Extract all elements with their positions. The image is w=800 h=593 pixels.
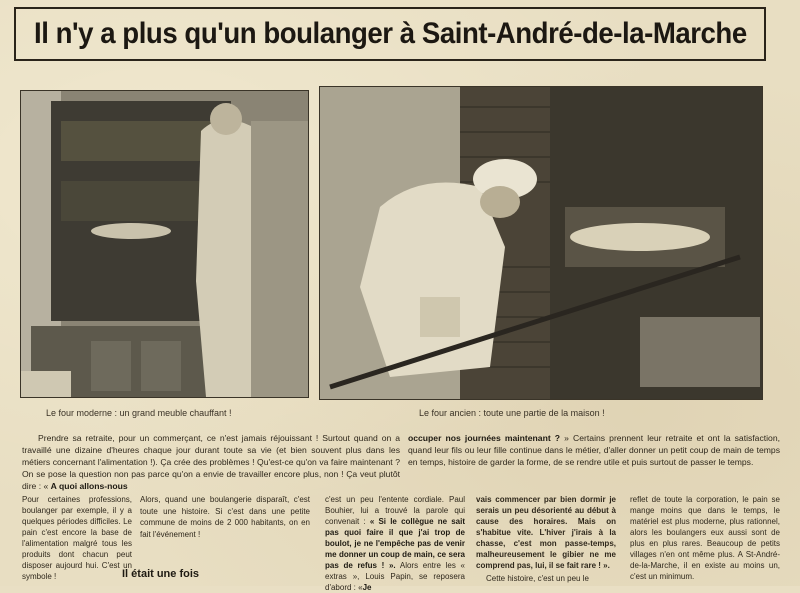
column-3 <box>325 494 465 593</box>
col3-text-a: c'est un peu l'entente cordiale. Paul Bouhier, lui a trouvé la parole qui convenait : <box>325 495 465 526</box>
col3-bold: « Si le collègue ne sait pas quoi faire il que j'ai trop de boulot, je ne l'empêche pas de venir me donner un coup de main, ce sera pas de refus ! ». <box>325 517 465 570</box>
intro-cont-bold: occuper nos journées maintenant ? <box>408 433 561 443</box>
headline: Il n'y a plus qu'un boulanger à Saint-André-de-la-Marche <box>33 17 747 50</box>
intro-continuation <box>408 432 780 468</box>
photo-old-oven <box>319 86 763 400</box>
caption-modern-oven: Le four moderne : un grand meuble chauffant ! <box>46 408 232 418</box>
photo-modern-oven <box>20 90 309 398</box>
intro-text: Prendre sa retraite, pour un commerçant, ce n'est jamais réjouissant ! Surtout quand on a travaillé une dizaine d'heures chaque jour durant toute sa vie (et bien souvent plus dans les métiers concernant l'alimentation !). Ça crée des problèmes ! Qu'est-ce qu'on va faire maintenant ? On se pose la question non pas parce qu'on a envie de travailler encore plus, non ! Ça veut plutôt dire : « <box>22 433 400 491</box>
subheading: Il était une fois <box>122 568 200 580</box>
column-1: Pour certaines professions, boulanger par exemple, il y a quelques périodes difficiles. Le pain c'est encore la base de l'alimentation malgré tous les produits dont chacun peut disposer aujourd hui. C'est un symbole ! <box>22 495 132 581</box>
column-4 <box>476 494 616 584</box>
intro-cont-text: » Certains prennent leur retraite et ont la satisfaction, quand leur fils ou leur fille continue dans le métier, d'aller donner un petit coup de main de temps en temps, histoire de garder la forme, de se rendre utile et puis surtout de passer le temps. <box>408 433 781 467</box>
caption-old-oven: Le four ancien : toute une partie de la maison ! <box>419 408 605 418</box>
intro-bold: A quoi allons-nous <box>50 481 128 491</box>
column-5: reflet de toute la corporation, le pain se mange moins que dans le temps, le matériel est plus moderne, plus rationnel, alors les boulangers eux aussi sont de plus en plus rares. Beaucoup de petits villages n'en ont même plus. A St-André-de-la-Marche, il en existe au moins un, c'est un minimum. <box>630 495 780 581</box>
column-2: Alors, quand une boulangerie disparaît, c'est toute une histoire. Si c'est dans une petite commune de moins de 2 000 habitants, on en fait l'événement ! <box>140 495 310 539</box>
col4-tail: Cette histoire, c'est un peu le <box>486 574 589 583</box>
intro-paragraph <box>22 432 400 492</box>
headline-frame <box>14 7 766 61</box>
col3-text-b: Alors entre les « extras », Louis Papin, se reposera d'abord : « <box>325 561 465 592</box>
col3-bold-2: Je <box>362 583 372 592</box>
col4-text: vais commencer par bien dormir je serais un peu désorienté au début à cause des horaires. Mais on s'habitue vite. L'hiver j'irais à la chasse, c'est mon passe-temps, malheureusement le gibier ne me comprend pas, lui, il se fait rare ! ». <box>476 495 616 570</box>
